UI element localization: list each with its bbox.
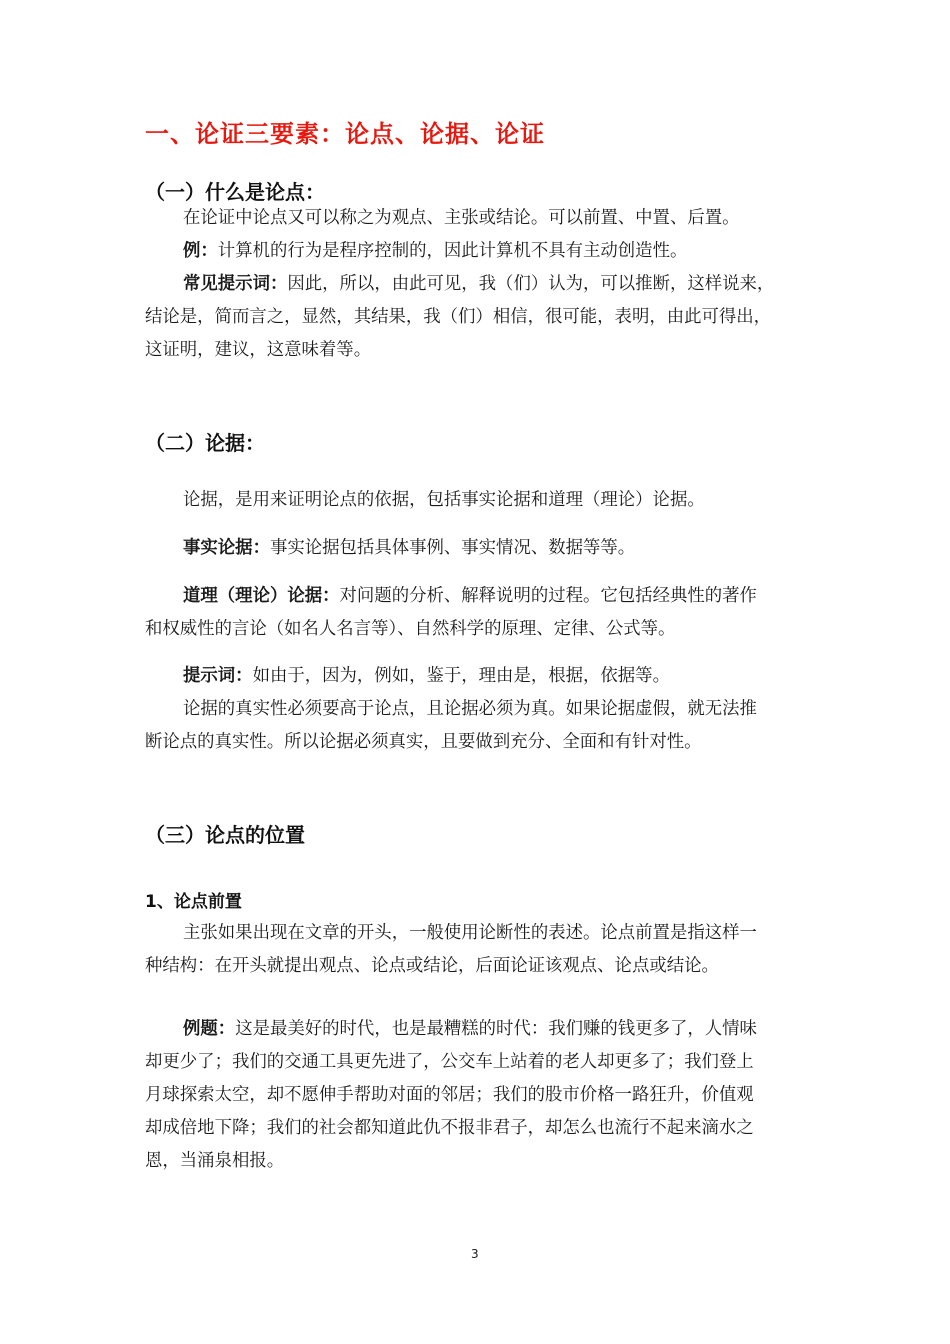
fact-evidence-label: 事实论据： <box>183 538 270 558</box>
section-2-closing-line-1: 论据的真实性必须要高于论点，且论据必须为真。如果论据虚假，就无法推 <box>183 699 757 719</box>
hint-text-1: 因此，所以，由此可见，我（们）认为，可以推断，这样说来， <box>287 274 775 294</box>
example-label: 例： <box>183 241 218 261</box>
example-line-4: 却成倍地下降；我们的社会都知道此仇不报非君子，却怎么也流行不起来滴水之 <box>145 1118 754 1138</box>
section-2-paragraph: 论据，是用来证明论点的依据，包括事实论据和道理（理论）论据。 <box>183 490 705 510</box>
section-2-hint-text: 如由于，因为，例如，鉴于，理由是，根据，依据等。 <box>252 666 670 686</box>
example-text: 计算机的行为是程序控制的，因此计算机不具有主动创造性。 <box>217 241 688 261</box>
section-1-hint-line-3: 这证明，建议，这意味着等。 <box>145 340 372 360</box>
hint-label: 常见提示词： <box>183 274 288 294</box>
example-line-1 <box>183 1013 757 1046</box>
reason-evidence-text-1: 对问题的分析、解释说明的过程。它包括经典性的著作 <box>339 586 757 606</box>
example-line-3: 月球探索太空，却不愿伸手帮助对面的邻居；我们的股市价格一路狂升，价值观 <box>145 1085 754 1105</box>
section-3-paragraph-line-2: 种结构：在开头就提出观点、论点或结论，后面论证该观点、论点或结论。 <box>145 956 719 976</box>
section-1-heading: （一）什么是论点： <box>145 180 325 204</box>
fact-evidence-line <box>183 532 635 565</box>
section-1-example <box>183 235 687 268</box>
section-2-heading: （二）论据： <box>145 431 265 455</box>
reason-evidence-label: 道理（理论）论据： <box>183 586 340 606</box>
section-1-hint-line-2: 结论是，简而言之，显然，其结果，我（们）相信，很可能，表明，由此可得出， <box>145 307 772 327</box>
section-1-paragraph: 在论证中论点又可以称之为观点、主张或结论。可以前置、中置、后置。 <box>183 208 740 228</box>
example-question-label: 例题： <box>183 1019 236 1039</box>
fact-evidence-text: 事实论据包括具体事例、事实情况、数据等等。 <box>269 538 636 558</box>
section-2-closing-line-2: 断论点的真实性。所以论据必须真实，且要做到充分、全面和有针对性。 <box>145 732 702 752</box>
reason-evidence-line-1 <box>183 580 757 613</box>
section-3-paragraph-line-1: 主张如果出现在文章的开头，一般使用论断性的表述。论点前置是指这样一 <box>183 923 757 943</box>
example-line-2: 却更少了；我们的交通工具更先进了，公交车上站着的老人却更多了；我们登上 <box>145 1052 754 1072</box>
example-question-text-1: 这是最美好的时代，也是最糟糕的时代：我们赚的钱更多了，人情味 <box>235 1019 757 1039</box>
section-2-hint-label: 提示词： <box>183 666 253 686</box>
main-title: 一、论证三要素：论点、论据、论证 <box>145 120 545 148</box>
section-1-hint-line-1 <box>183 268 774 301</box>
section-2-hint-line <box>183 660 670 693</box>
page-number: 3 <box>471 1247 479 1261</box>
section-3-heading: （三）论点的位置 <box>145 823 305 847</box>
example-line-5: 恩，当涌泉相报。 <box>145 1151 285 1171</box>
reason-evidence-line-2: 和权威性的言论（如名人名言等）、自然科学的原理、定律、公式等。 <box>145 619 676 639</box>
subsection-1-heading: 1、论点前置 <box>145 892 242 912</box>
